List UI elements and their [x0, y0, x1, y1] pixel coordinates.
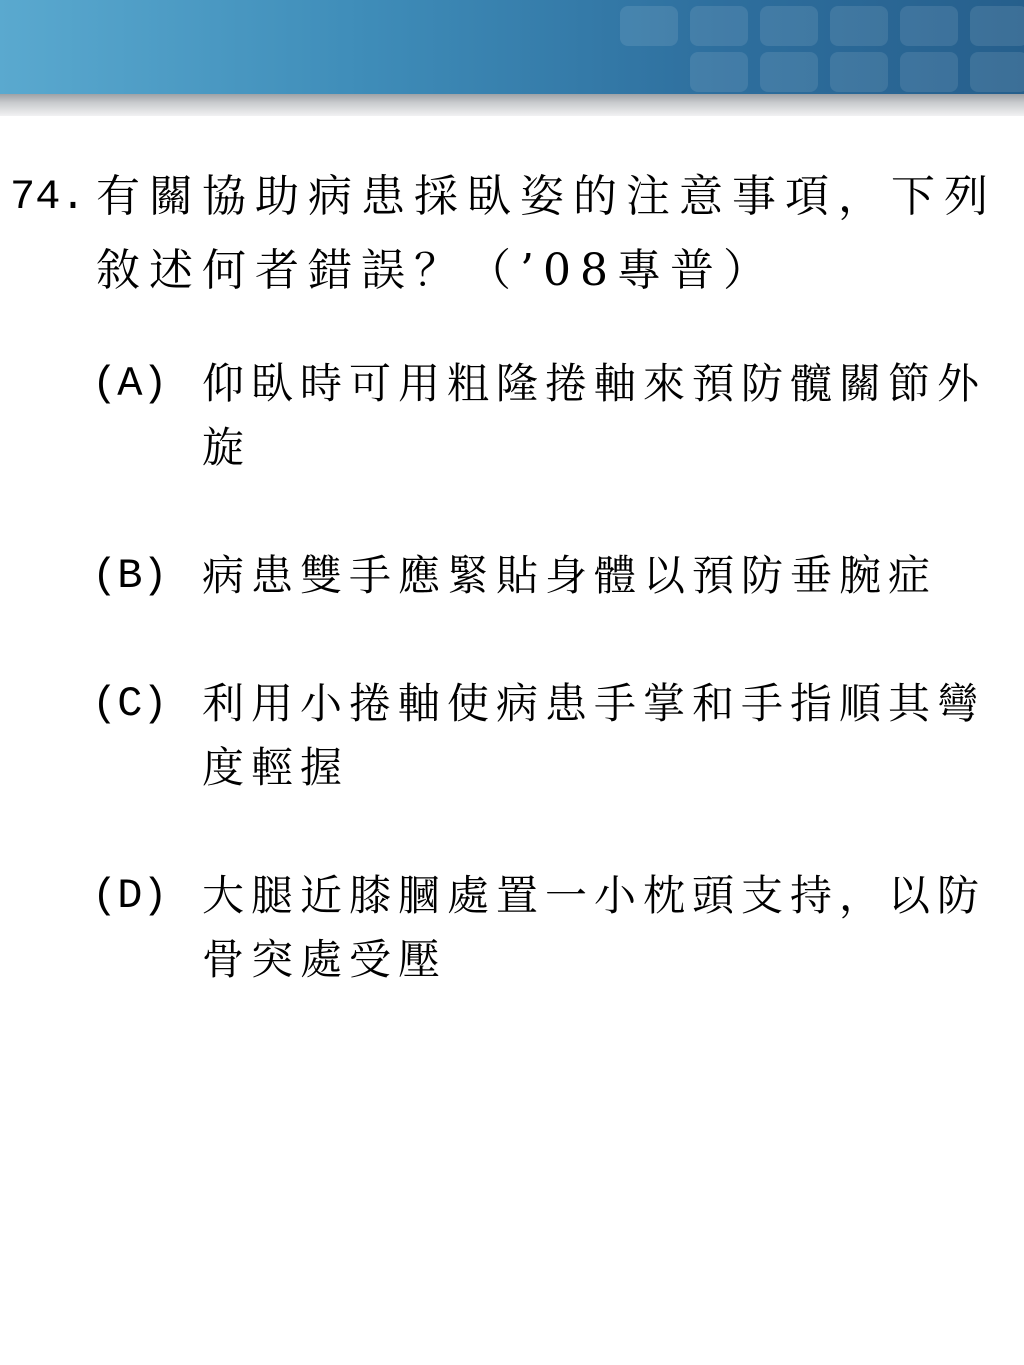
header-decoration-tile: [900, 6, 958, 46]
header-decoration-tile: [970, 52, 1024, 92]
option-text: 大腿近膝膕處置一小枕頭支持，以防骨突處受壓: [202, 871, 987, 984]
header-decoration-tile: [900, 52, 958, 92]
header-decoration-tile: [830, 52, 888, 92]
option-text: 病患雙手應緊貼身體以預防垂腕症: [202, 551, 938, 600]
header-band: [0, 0, 1024, 94]
question-number: 74.: [10, 173, 86, 221]
header-decoration-tile: [830, 6, 888, 46]
option-label: (C): [92, 680, 168, 728]
option-label: (A): [92, 360, 168, 408]
option-text: 仰臥時可用粗隆捲軸來預防髖關節外旋: [202, 359, 987, 472]
header-decoration-tile: [760, 6, 818, 46]
option-text: 利用小捲軸使病患手掌和手指順其彎度輕握: [202, 679, 987, 792]
header-decoration-tile: [690, 6, 748, 46]
header-decoration-tile: [760, 52, 818, 92]
header-decoration-tile: [970, 6, 1024, 46]
header-decoration-tile: [690, 52, 748, 92]
header-divider: [0, 94, 1024, 116]
question-text: 有關協助病患採臥姿的注意事項，下列敘述何者錯誤？（’08專普）: [96, 171, 997, 296]
header-decoration-tile: [620, 6, 678, 46]
option-label: (B): [92, 552, 168, 600]
option-label: (D): [92, 872, 168, 920]
